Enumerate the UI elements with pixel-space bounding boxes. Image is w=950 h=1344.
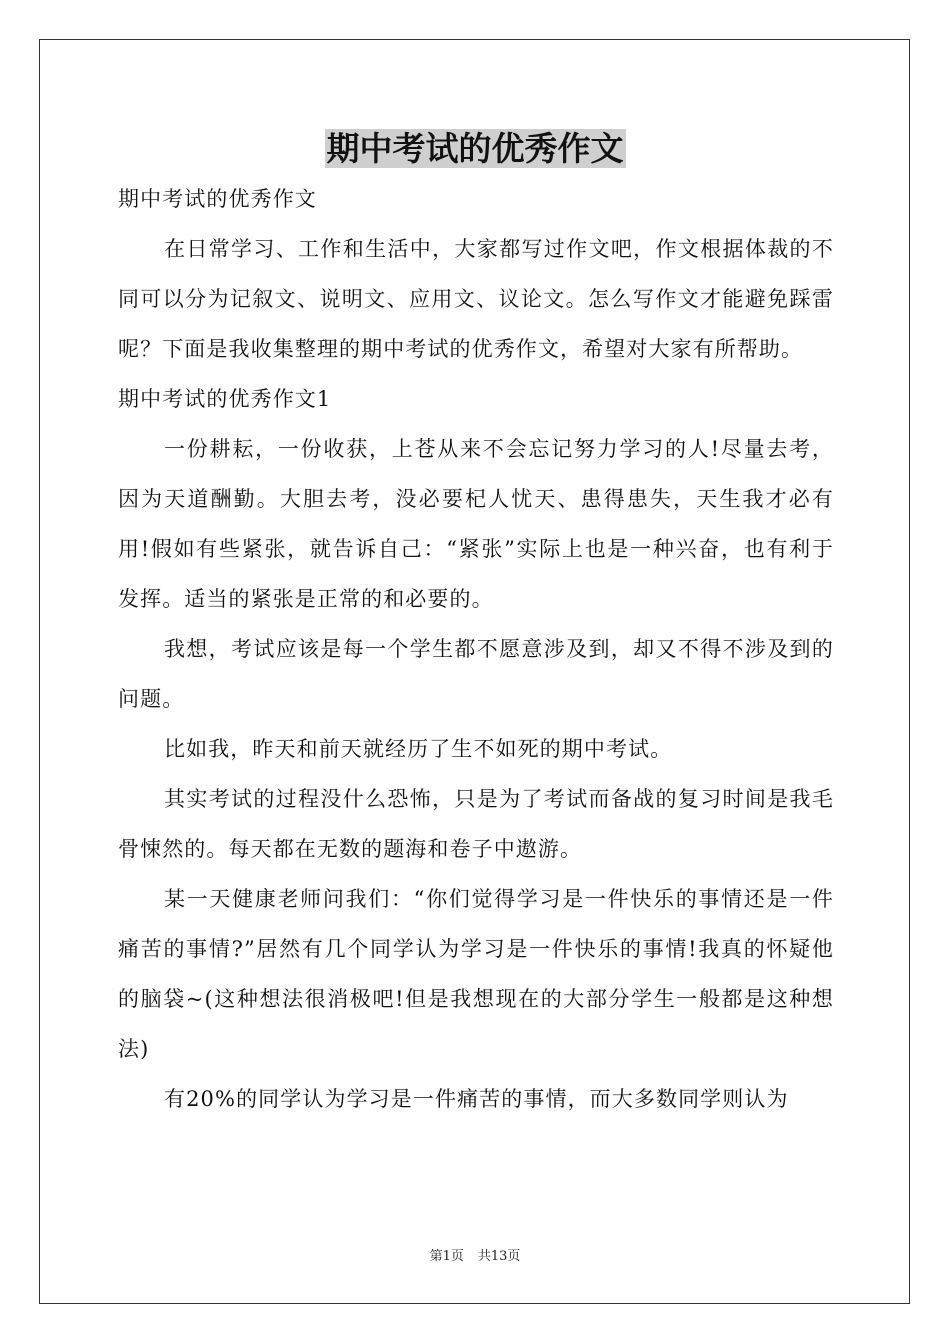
page-footer (0, 1248, 950, 1266)
paragraph: 一份耕耘，一份收获，上苍从来不会忘记努力学习的人!尽量去考，因为天道酬勤。大胆去考，没必要杞人忧天、患得患失，天生我才必有用!假如有些紧张，就告诉自己：“紧张”实际上也是一种兴奋，也有利于发挥。适当的紧张是正常的和必要的。 (118, 437, 834, 611)
document-title-container (0, 124, 950, 174)
paragraph: 其实考试的过程没什么恐怖，只是为了考试而备战的复习时间是我毛骨悚然的。每天都在无数的题海和卷子中遨游。 (118, 787, 834, 861)
paragraph: 某一天健康老师问我们：“你们觉得学习是一件快乐的事情还是一件痛苦的事情?”居然有几个同学认为学习是一件快乐的事情!我真的怀疑他的脑袋~(这种想法很消极吧!但是我想现在的大部分学生一般都是这种想法) (118, 887, 834, 1061)
paragraph-intro: 在日常学习、工作和生活中，大家都写过作文吧，作文根据体裁的不同可以分为记叙文、说明文、应用文、议论文。怎么写作文才能避免踩雷呢？下面是我收集整理的期中考试的优秀作文，希望对大家有所帮助。 (118, 237, 834, 361)
document-body (118, 174, 834, 1124)
document-title: 期中考试的优秀作文 (326, 129, 624, 168)
paragraph-section-heading: 期中考试的优秀作文1 (118, 387, 332, 411)
paragraph: 有20%的同学认为学习是一件痛苦的事情，而大多数同学则认为 (164, 1087, 789, 1111)
paragraph: 我想，考试应该是每一个学生都不愿意涉及到，却又不得不涉及到的问题。 (118, 637, 834, 711)
paragraph-subtitle: 期中考试的优秀作文 (118, 187, 317, 211)
page-number-total: 共13页 (477, 1249, 521, 1264)
paragraph: 比如我，昨天和前天就经历了生不如死的期中考试。 (164, 737, 673, 761)
page-number-current: 第1页 (429, 1249, 464, 1264)
